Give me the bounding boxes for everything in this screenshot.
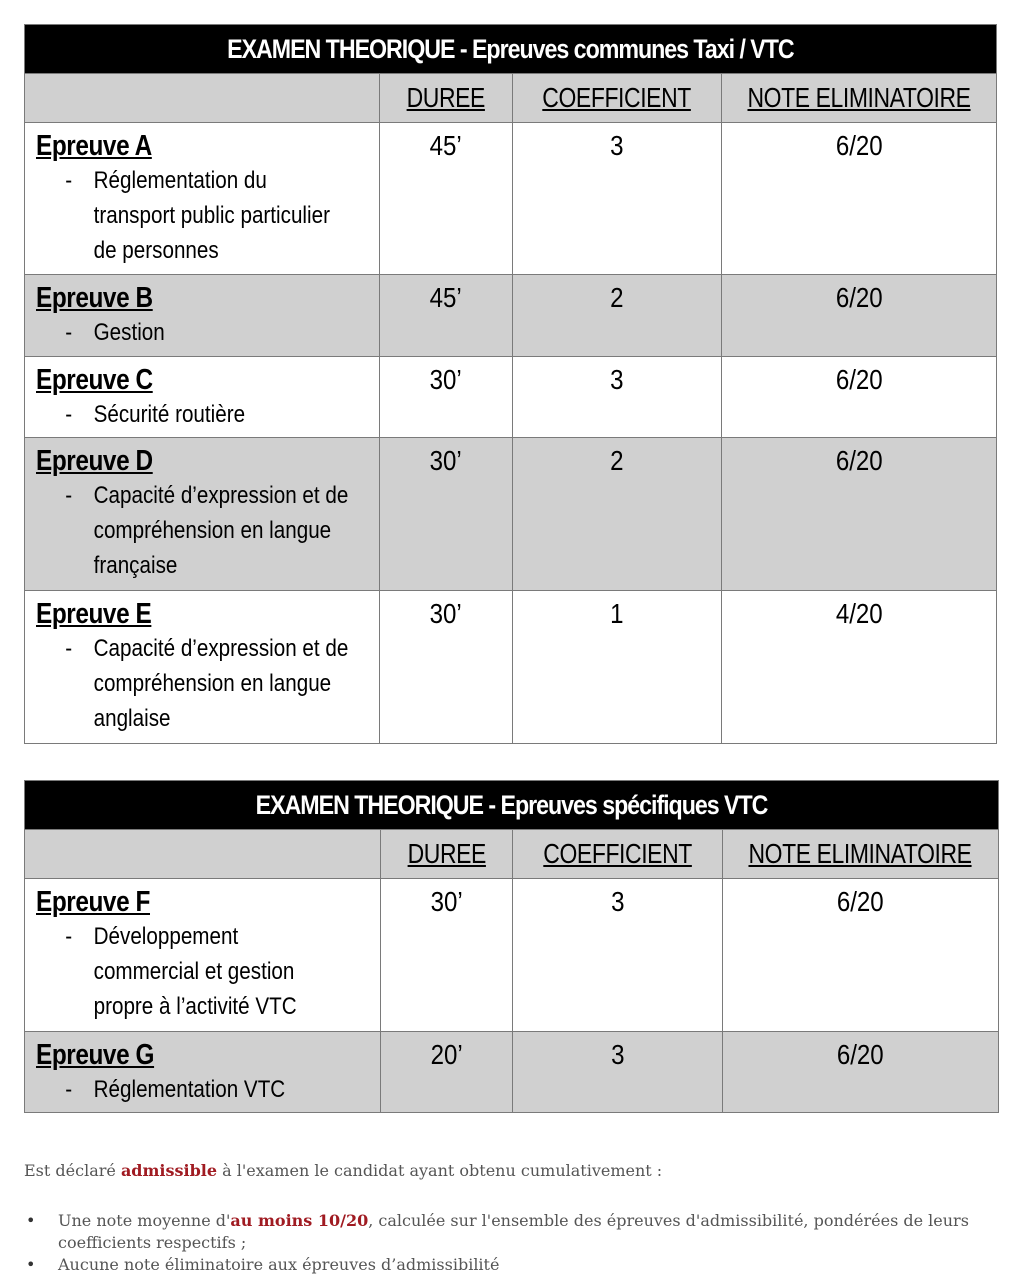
dash-bullet: - xyxy=(65,401,73,428)
table-title: EXAMEN THEORIQUE - Epreuves communes Taxi / VTC xyxy=(25,25,997,74)
dash-bullet: - xyxy=(65,167,73,194)
highlight-admissible: admissible xyxy=(120,1161,218,1180)
epreuve-description xyxy=(36,163,377,268)
epreuve-name: Epreuve F xyxy=(36,886,151,918)
duree-cell: 30’ xyxy=(380,591,513,744)
description-line: anglaise xyxy=(93,705,171,732)
description-line: Capacité d’expression et de xyxy=(93,482,349,509)
epreuve-name: Epreuve C xyxy=(36,364,153,396)
duree-cell: 30’ xyxy=(381,879,513,1032)
epreuve-cell xyxy=(25,123,380,275)
list-item: • Aucune note éliminatoire aux épreuves d’admissibilité xyxy=(26,1255,500,1274)
dash-bullet: - xyxy=(65,1076,73,1103)
note-eliminatoire-cell: 6/20 xyxy=(722,438,997,591)
coefficient-cell: 1 xyxy=(513,591,722,744)
dash-bullet: - xyxy=(65,482,73,509)
duree-cell: 45’ xyxy=(380,275,513,357)
bullet-icon: • xyxy=(26,1211,36,1230)
duree-cell: 30’ xyxy=(380,357,513,438)
list-item: • Une note moyenne d'au moins 10/20, calculée sur l'ensemble des épreuves d'admissibilité, pondérées de leurs coefficients respectifs ; xyxy=(26,1211,969,1252)
header-duree: DUREE xyxy=(381,830,513,879)
table-row xyxy=(25,879,999,1032)
header-note-eliminatoire: NOTE ELIMINATOIRE xyxy=(722,74,997,123)
admissibility-criteria-list xyxy=(24,1210,984,1276)
coefficient-cell: 2 xyxy=(513,275,722,357)
coefficient-cell: 3 xyxy=(513,357,722,438)
epreuve-cell xyxy=(25,1032,381,1113)
header-coefficient: COEFFICIENT xyxy=(513,830,723,879)
epreuve-description xyxy=(36,315,377,350)
epreuve-name: Epreuve G xyxy=(36,1039,155,1071)
epreuve-description xyxy=(36,1072,377,1107)
epreuve-name: Epreuve E xyxy=(36,598,152,630)
epreuve-description xyxy=(36,919,377,1024)
table-header-row xyxy=(25,830,999,879)
note-eliminatoire-cell: 6/20 xyxy=(722,357,997,438)
epreuve-name: Epreuve B xyxy=(36,282,153,314)
table-row xyxy=(25,357,997,438)
dash-bullet: - xyxy=(65,319,73,346)
duree-cell: 30’ xyxy=(380,438,513,591)
epreuve-cell xyxy=(25,357,380,438)
admissibility-intro: Est déclaré admissible à l'examen le candidat ayant obtenu cumulativement : xyxy=(24,1161,663,1180)
description-line: Réglementation du xyxy=(93,167,267,194)
table-title: EXAMEN THEORIQUE - Epreuves spécifiques VTC xyxy=(25,781,999,830)
description-line: Gestion xyxy=(93,319,165,346)
epreuve-description xyxy=(36,631,377,736)
duree-cell: 45’ xyxy=(380,123,513,275)
table-header-row xyxy=(25,74,997,123)
description-line: Sécurité routière xyxy=(93,401,246,428)
description-line: commercial et gestion xyxy=(93,958,295,985)
coefficient-cell: 2 xyxy=(513,438,722,591)
epreuve-cell xyxy=(25,879,381,1032)
description-line: propre à l’activité VTC xyxy=(93,993,297,1020)
description-line: de personnes xyxy=(93,237,219,264)
table-row xyxy=(25,1032,999,1113)
coefficient-cell: 3 xyxy=(513,123,722,275)
description-line: compréhension en langue xyxy=(93,517,332,544)
note-eliminatoire-cell: 6/20 xyxy=(723,1032,999,1113)
description-line: Développement xyxy=(93,923,239,950)
description-line: transport public particulier xyxy=(93,202,330,229)
coefficient-cell: 3 xyxy=(513,879,723,1032)
header-empty xyxy=(25,74,380,123)
dash-bullet: - xyxy=(65,923,73,950)
table-row xyxy=(25,275,997,357)
header-duree: DUREE xyxy=(380,74,513,123)
table-row xyxy=(25,438,997,591)
duree-cell: 20’ xyxy=(381,1032,513,1113)
header-empty xyxy=(25,830,381,879)
epreuve-description xyxy=(36,397,377,432)
epreuve-name: Epreuve D xyxy=(36,445,153,477)
note-eliminatoire-cell: 6/20 xyxy=(722,275,997,357)
table-row xyxy=(25,591,997,744)
note-eliminatoire-cell: 6/20 xyxy=(723,879,999,1032)
description-line: Capacité d’expression et de xyxy=(93,635,349,662)
coefficient-cell: 3 xyxy=(513,1032,723,1113)
epreuve-description xyxy=(36,478,377,583)
description-line: compréhension en langue xyxy=(93,670,332,697)
highlight-min-average: au moins 10/20 xyxy=(230,1211,369,1230)
epreuve-cell xyxy=(25,275,380,357)
exam-table-common xyxy=(24,24,997,744)
epreuve-cell xyxy=(25,438,380,591)
description-line: française xyxy=(93,552,178,579)
dash-bullet: - xyxy=(65,635,73,662)
header-note-eliminatoire: NOTE ELIMINATOIRE xyxy=(723,830,999,879)
header-coefficient: COEFFICIENT xyxy=(513,74,722,123)
exam-table-vtc xyxy=(24,780,999,1113)
table-row xyxy=(25,123,997,275)
note-eliminatoire-cell: 4/20 xyxy=(722,591,997,744)
description-line: Réglementation VTC xyxy=(93,1076,286,1103)
bullet-icon: • xyxy=(26,1255,36,1274)
epreuve-cell xyxy=(25,591,380,744)
note-eliminatoire-cell: 6/20 xyxy=(722,123,997,275)
epreuve-name: Epreuve A xyxy=(36,130,152,162)
